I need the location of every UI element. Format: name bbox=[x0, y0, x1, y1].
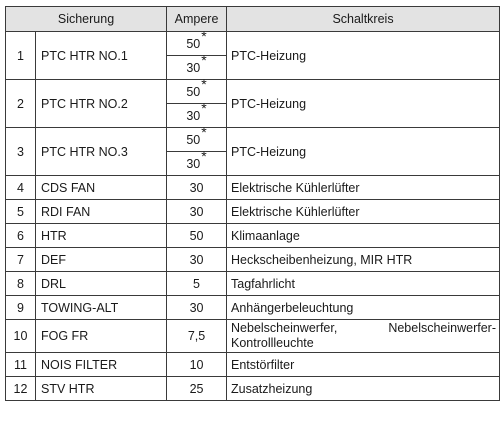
fuse-number: 11 bbox=[6, 353, 36, 377]
fuse-circuit: Entstörfilter bbox=[227, 353, 500, 377]
fuse-name: NOIS FILTER bbox=[36, 353, 167, 377]
fuse-name: HTR bbox=[36, 224, 167, 248]
fuse-ampere: 30 bbox=[167, 200, 227, 224]
fuse-number: 2 bbox=[6, 80, 36, 128]
ampere-value: 30 bbox=[186, 156, 201, 171]
footnote-mark: * bbox=[201, 100, 207, 117]
table-row bbox=[6, 224, 500, 248]
fuse-number: 1 bbox=[6, 32, 36, 80]
table-row bbox=[6, 32, 500, 56]
fuse-circuit: Elektrische Kühlerlüfter bbox=[227, 200, 500, 224]
table-row bbox=[6, 200, 500, 224]
table-row bbox=[6, 128, 500, 152]
ampere-value: 50 bbox=[186, 36, 201, 51]
fuse-ampere: 30 bbox=[167, 248, 227, 272]
header-ampere: Ampere bbox=[167, 7, 227, 32]
fuse-table-container bbox=[5, 6, 500, 401]
fuse-ampere bbox=[167, 148, 227, 176]
fuse-name: DEF bbox=[36, 248, 167, 272]
fuse-ampere bbox=[167, 52, 227, 80]
table-row bbox=[6, 353, 500, 377]
fuse-circuit: Anhängerbeleuchtung bbox=[227, 296, 500, 320]
fuse-circuit: Zusatzheizung bbox=[227, 377, 500, 401]
ampere-value: 30 bbox=[186, 108, 201, 123]
fuse-ampere: 30 bbox=[167, 176, 227, 200]
fuse-table bbox=[5, 6, 500, 401]
fuse-name: STV HTR bbox=[36, 377, 167, 401]
fuse-circuit: Tagfahrlicht bbox=[227, 272, 500, 296]
fuse-circuit: Heckscheibenheizung, MIR HTR bbox=[227, 248, 500, 272]
fuse-number: 10 bbox=[6, 320, 36, 353]
table-row bbox=[6, 176, 500, 200]
fuse-circuit: PTC-Heizung bbox=[227, 32, 500, 80]
fuse-name: PTC HTR NO.3 bbox=[36, 128, 167, 176]
fuse-ampere: 5 bbox=[167, 272, 227, 296]
table-row bbox=[6, 377, 500, 401]
fuse-name: RDI FAN bbox=[36, 200, 167, 224]
fuse-ampere bbox=[167, 28, 227, 56]
fuse-circuit: Elektrische Kühlerlüfter bbox=[227, 176, 500, 200]
fuse-name: DRL bbox=[36, 272, 167, 296]
fuse-number: 3 bbox=[6, 128, 36, 176]
fuse-circuit: PTC-Heizung bbox=[227, 128, 500, 176]
ampere-value: 50 bbox=[186, 132, 201, 147]
footnote-mark: * bbox=[201, 28, 207, 45]
fuse-number: 4 bbox=[6, 176, 36, 200]
footnote-mark: * bbox=[201, 148, 207, 165]
table-row bbox=[6, 296, 500, 320]
fuse-ampere bbox=[167, 100, 227, 128]
fuse-ampere: 50 bbox=[167, 224, 227, 248]
footnote-mark: * bbox=[201, 52, 207, 69]
fuse-ampere: 7,5 bbox=[167, 320, 227, 353]
fuse-ampere: 30 bbox=[167, 296, 227, 320]
fuse-number: 5 bbox=[6, 200, 36, 224]
fuse-number: 7 bbox=[6, 248, 36, 272]
fuse-ampere bbox=[167, 124, 227, 152]
ampere-value: 30 bbox=[186, 60, 201, 75]
fuse-number: 6 bbox=[6, 224, 36, 248]
fuse-circuit: Klimaanlage bbox=[227, 224, 500, 248]
fuse-ampere: 10 bbox=[167, 353, 227, 377]
fuse-circuit: Nebelscheinwerfer, Nebelscheinwerfer-Kontrollleuchte bbox=[227, 320, 500, 353]
fuse-name: CDS FAN bbox=[36, 176, 167, 200]
table-row bbox=[6, 272, 500, 296]
fuse-number: 9 bbox=[6, 296, 36, 320]
fuse-ampere: 25 bbox=[167, 377, 227, 401]
fuse-ampere bbox=[167, 76, 227, 104]
header-row bbox=[6, 7, 500, 32]
fuse-number: 8 bbox=[6, 272, 36, 296]
header-schaltkreis: Schaltkreis bbox=[227, 7, 500, 32]
fuse-circuit: PTC-Heizung bbox=[227, 80, 500, 128]
fuse-name: PTC HTR NO.1 bbox=[36, 32, 167, 80]
footnote-mark: * bbox=[201, 124, 207, 141]
table-row bbox=[6, 320, 500, 353]
fuse-name: PTC HTR NO.2 bbox=[36, 80, 167, 128]
fuse-name: TOWING-ALT bbox=[36, 296, 167, 320]
table-row bbox=[6, 248, 500, 272]
ampere-value: 50 bbox=[186, 84, 201, 99]
fuse-number: 12 bbox=[6, 377, 36, 401]
footnote-mark: * bbox=[201, 76, 207, 93]
fuse-name: FOG FR bbox=[36, 320, 167, 353]
table-row bbox=[6, 80, 500, 104]
header-sicherung: Sicherung bbox=[6, 7, 167, 32]
